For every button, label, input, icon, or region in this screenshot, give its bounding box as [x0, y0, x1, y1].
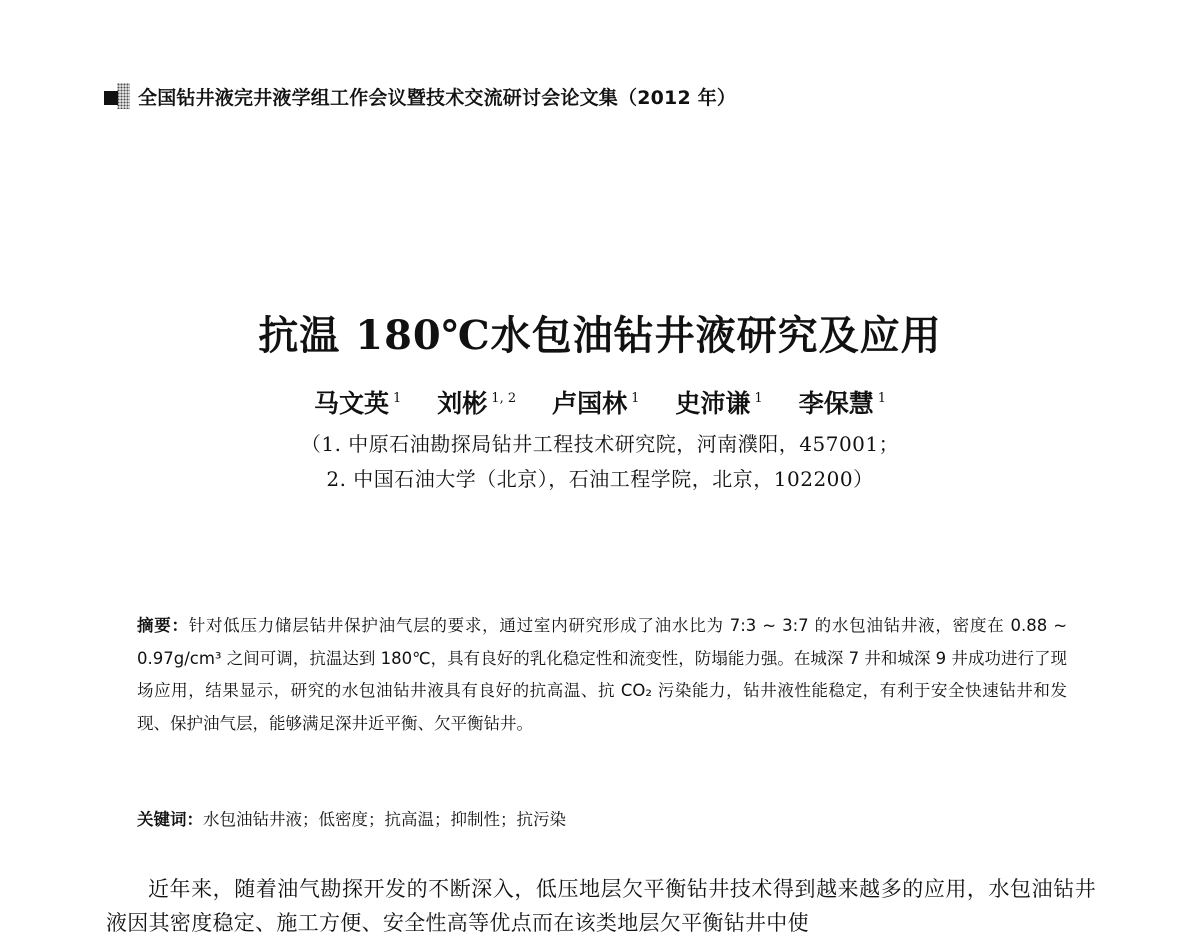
author-name: 李保慧 — [798, 389, 874, 418]
affiliation-line-1: （1. 中原石油勘探局钻井工程技术研究院，河南濮阳，457001； — [300, 432, 900, 456]
keywords — [137, 806, 1067, 834]
author-name: 史沛谦 — [675, 389, 751, 418]
keywords-text: 水包油钻井液；低密度；抗高温；抑制性；抗污染 — [203, 810, 566, 829]
abstract-label: 摘要： — [137, 616, 189, 635]
author-1 — [314, 384, 401, 420]
paper-title: 抗温 180℃水包油钻井液研究及应用 — [258, 312, 942, 359]
abstract-text: 针对低压力储层钻井保护油气层的要求，通过室内研究形成了油水比为 7:3 ~ 3:7 的水包油钻井液，密度在 0.88 ~ 0.97g/cm³ 之间可调，抗温达到 180℃，具有良好的乳化稳定性和流变性，防塌能力强。在城深 7 井和城深 9 井成功进行了现场应用，结果显示，研究的水包油钻井液具有良好的抗高温、抗 CO₂ 污染能力，钻井液性能稳定，有利于安全快速钻井和发现、保护油气层，能够满足深井近平衡、欠平衡钻井。 — [137, 616, 1068, 733]
author-5 — [799, 384, 886, 420]
author-affiliation-mark: 1 — [754, 391, 763, 406]
running-header-text: 全国钻井液完井液学组工作会议暨技术交流研讨会论文集（2012 年） — [138, 86, 737, 109]
author-3 — [552, 384, 639, 420]
abstract — [137, 610, 1067, 740]
book-mark-icon — [104, 83, 130, 109]
keywords-label: 关键词： — [137, 810, 203, 829]
author-name: 卢国林 — [552, 389, 628, 418]
author-affiliation-mark: 1, 2 — [491, 391, 517, 406]
author-affiliation-mark: 1 — [393, 391, 402, 406]
author-name: 刘彬 — [437, 389, 488, 418]
body-paragraph: 近年来，随着油气勘探开发的不断深入，低压地层欠平衡钻井技术得到越来越多的应用，水包油钻井液因其密度稳定、施工方便、安全性高等优点而在该类地层欠平衡钻井中使 — [106, 877, 1096, 935]
author-4 — [675, 384, 762, 420]
author-affiliation-mark: 1 — [631, 391, 640, 406]
author-2 — [437, 384, 516, 420]
author-name: 马文英 — [313, 389, 389, 418]
author-list — [0, 384, 1200, 420]
author-affiliation-mark: 1 — [877, 391, 886, 406]
affiliation-line-2: 2. 中国石油大学（北京），石油工程学院，北京，102200） — [326, 467, 874, 491]
running-header — [104, 80, 736, 112]
